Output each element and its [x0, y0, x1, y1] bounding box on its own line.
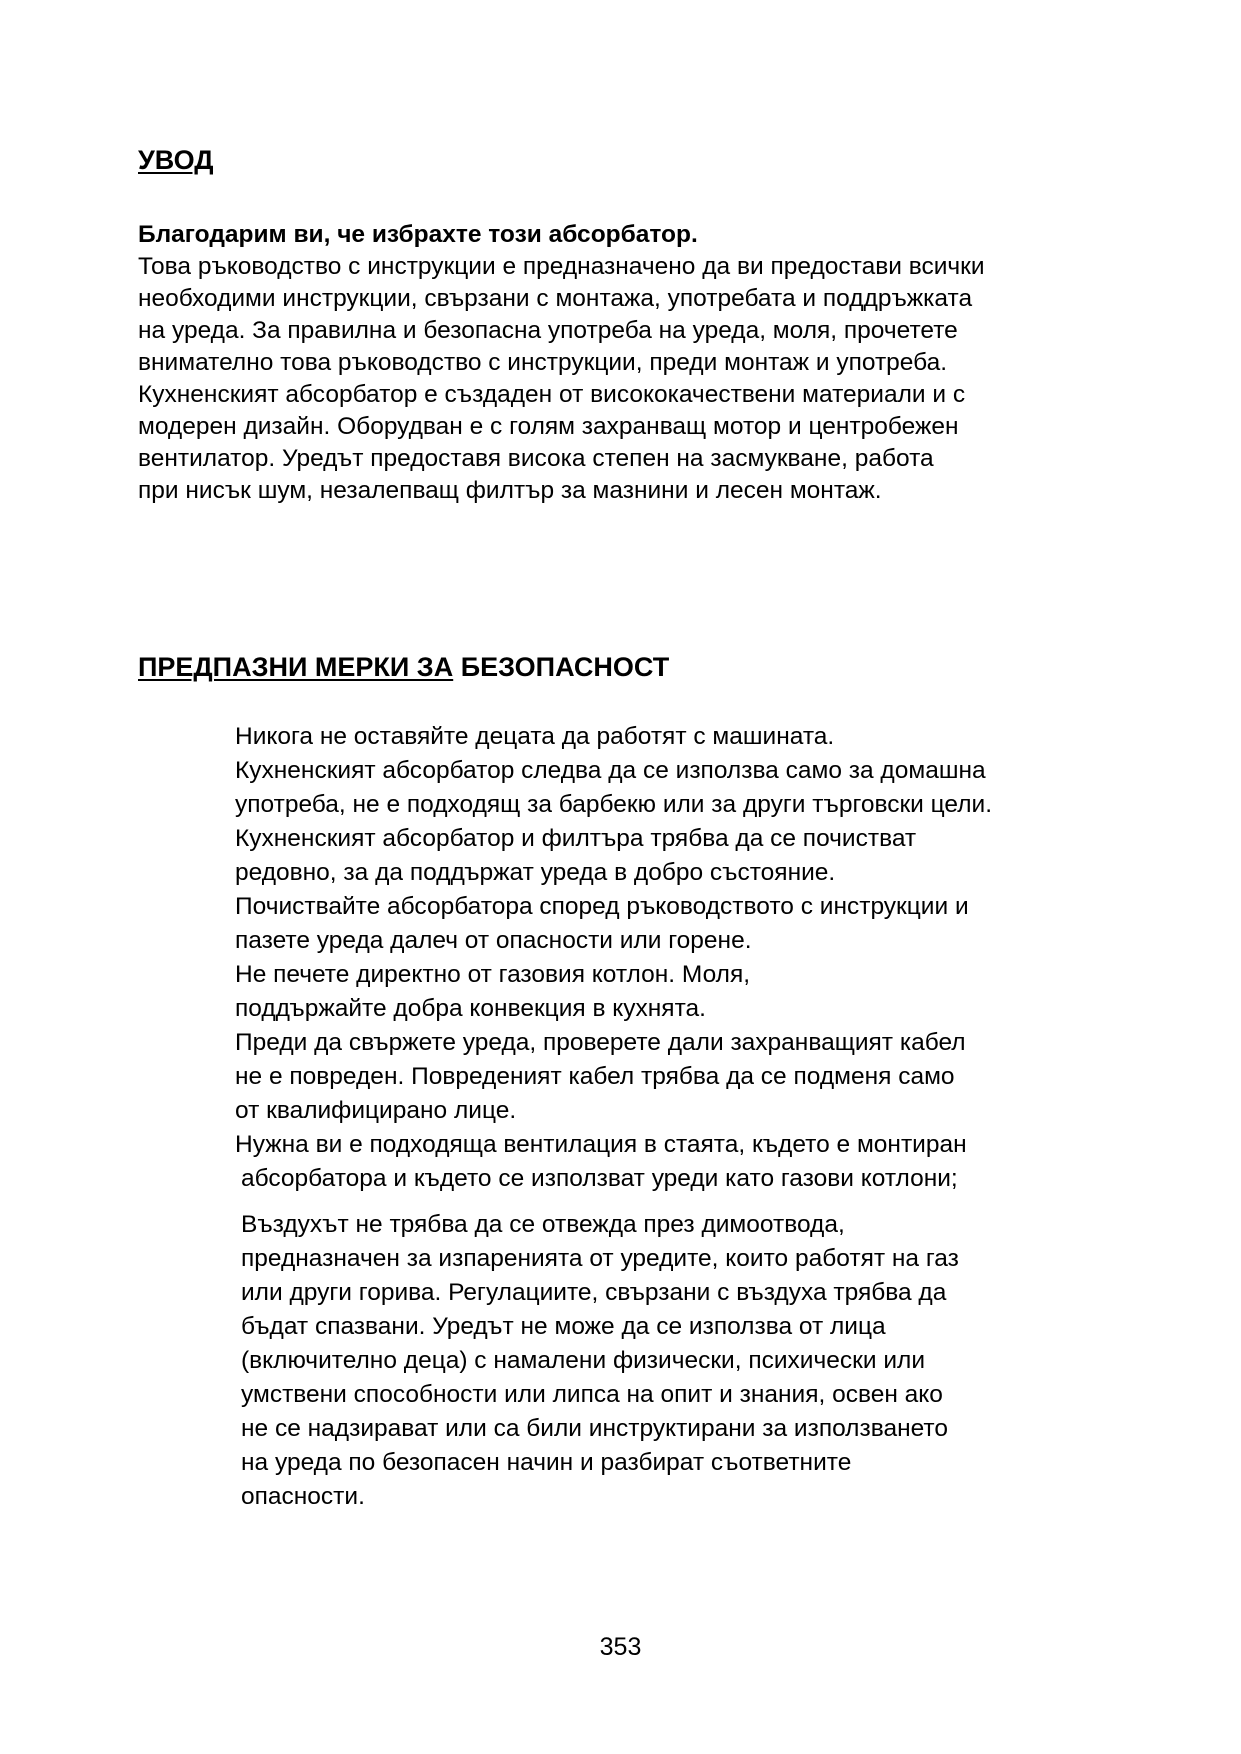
safety-line: Кухненският абсорбатор следва да се използва само за домашна	[235, 757, 986, 784]
safety-line: Никога не оставяйте децата да работят с машината.	[235, 723, 835, 750]
intro-line: на уреда. За правилна и безопасна употреба на уреда, моля, прочетете	[138, 317, 958, 344]
safety-line: Не печете директно от газовия котлон. Моля,	[235, 961, 751, 988]
safety-line: употреба, не е подходящ за барбекю или за други търговски цели.	[235, 791, 993, 818]
safety-section	[235, 721, 1135, 1515]
safety-line: бъдат спазвани. Уредът не може да се използва от лица	[241, 1313, 886, 1340]
safety-line: редовно, за да поддържат уреда в добро състояние.	[235, 859, 836, 886]
safety-line: Въздухът не трябва да се отвежда през димоотвода,	[241, 1211, 845, 1238]
intro-line: Кухненският абсорбатор е създаден от висококачествени материали и с	[138, 381, 966, 408]
safety-line: умствени способности или липса на опит и знания, освен ако	[241, 1381, 943, 1408]
safety-line: от квалифицирано лице.	[235, 1097, 517, 1124]
intro-line: Това ръководство с инструкции е предназначено да ви предостави всички	[138, 253, 985, 280]
intro-line: необходими инструкции, свързани с монтажа, употребата и поддръжката	[138, 285, 973, 312]
intro-lead: Благодарим ви, че избрахте този абсорбатор.	[138, 221, 698, 248]
intro-line: вентилатор. Уредът предоставя висока степен на засмукване, работа	[138, 445, 934, 472]
safety-line: не е повреден. Повреденият кабел трябва да се подменя само	[235, 1063, 955, 1090]
safety-line: или други горива. Регулациите, свързани с въздуха трябва да	[241, 1279, 947, 1306]
safety-line: не се надзирават или са били инструктирани за използването	[241, 1415, 948, 1442]
intro-line: внимателно това ръководство с инструкции, преди монтаж и употреба.	[138, 349, 948, 376]
page-number: 353	[599, 1633, 642, 1661]
safety-line: на уреда по безопасен начин и разбират съответните	[241, 1449, 852, 1476]
safety-heading-underlined: ПРЕДПАЗНИ МЕРКИ ЗА	[138, 652, 454, 682]
intro-section	[138, 219, 1138, 507]
safety-line: Почиствайте абсорбатора според ръководството с инструкции и	[235, 893, 969, 920]
safety-heading	[138, 651, 669, 683]
safety-line: предназначен за изпаренията от уредите, които работят на газ	[241, 1245, 959, 1272]
safety-line: (включително деца) с намалени физически, психически или	[241, 1347, 926, 1374]
intro-line: при нисък шум, незалепващ филтър за мазнини и лесен монтаж.	[138, 477, 882, 504]
intro-line: модерен дизайн. Оборудван е с голям захранващ мотор и центробежен	[138, 413, 959, 440]
safety-line: Нужна ви е подходяща вентилация в стаята, където е монтиран	[235, 1131, 967, 1158]
safety-line: опасности.	[241, 1483, 365, 1510]
intro-heading: УВОД	[138, 145, 214, 175]
safety-line: пазете уреда далеч от опасности или горене.	[235, 927, 752, 954]
safety-line: Преди да свържете уреда, проверете дали захранващият кабел	[235, 1029, 966, 1056]
safety-line: Кухненският абсорбатор и филтъра трябва да се почистват	[235, 825, 917, 852]
safety-line: абсорбатора и където се използват уреди като газови котлони;	[241, 1165, 958, 1192]
safety-line: поддържайте добра конвекция в кухнята.	[235, 995, 706, 1022]
safety-heading-rest: БЕЗОПАСНОСТ	[453, 652, 670, 682]
